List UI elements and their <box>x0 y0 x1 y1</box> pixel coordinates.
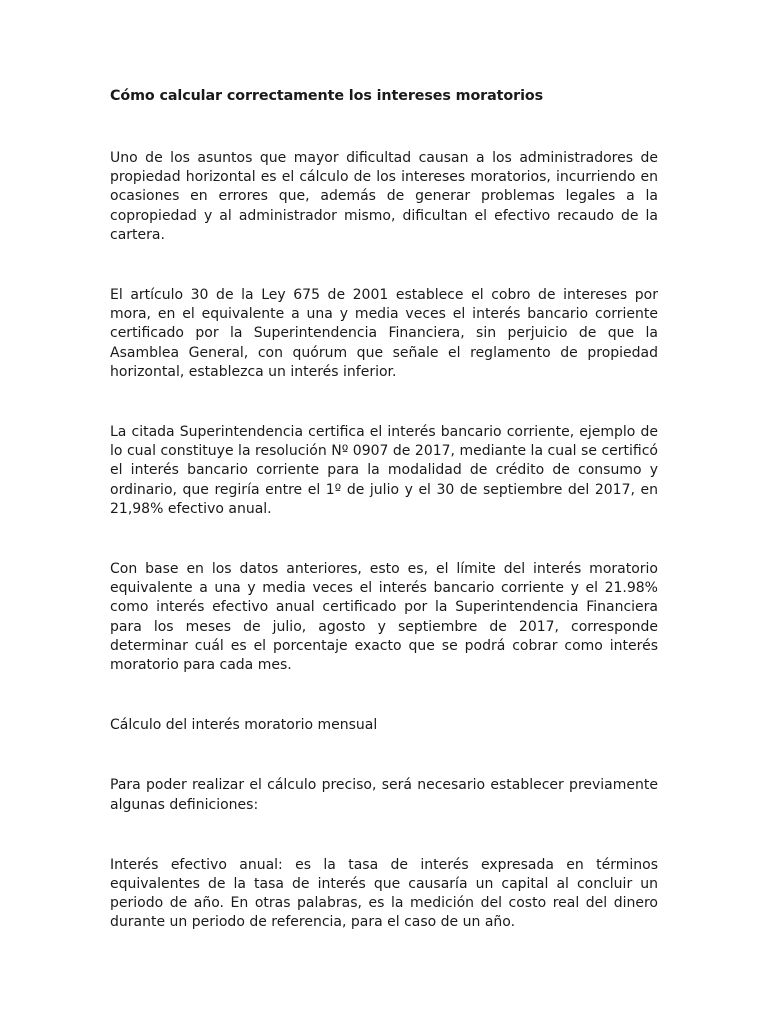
paragraph-superintendencia: La citada Superintendencia certifica el interés bancario corriente, ejemplo de lo cual constituye la resolución Nº 0907 de 2017, mediante la cual se certificó el interés bancario corriente para la modalidad de crédito de consumo y ordinario, que regiría entre el 1º de julio y el 30 de septiembre del 2017, en 21,98% efectivo anual. <box>110 424 658 517</box>
paragraph-effective-annual-interest: Interés efectivo anual: es la tasa de interés expresada en términos equivalentes de la tasa de interés que causaría un capital al concluir un periodo de año. En otras palabras, es la medición del costo real del dinero durante un periodo de referencia, para el caso de un año. <box>110 856 658 931</box>
paragraph-law-article: El artículo 30 de la Ley 675 de 2001 establece el cobro de intereses por mora, en el equivalente a una y media veces el interés bancario corriente certificado por la Superintendencia Financiera, sin perjuicio de que la Asamblea General, con quórum que señale el reglamento de propiedad horizontal, establezca un interés inferior. <box>110 287 658 380</box>
paragraph-definitions-intro: Para poder realizar el cálculo preciso, será necesario establecer previamente algunas definiciones: <box>110 777 658 813</box>
paragraph-data-basis: Con base en los datos anteriores, esto es, el límite del interés moratorio equivalente a una y media veces el interés bancario corriente y el 21.98% como interés efectivo anual certificado por la Superintendencia Financiera para los meses de julio, agosto y septiembre de 2017, corresponde determinar cuál es el porcentaje exacto que se podrá cobrar como interés moratorio para cada mes. <box>110 561 658 674</box>
document-body <box>110 86 658 974</box>
document-title: Cómo calcular correctamente los intereses moratorios <box>110 88 544 104</box>
paragraph-intro: Uno de los asuntos que mayor dificultad causan a los administradores de propiedad horizontal es el cálculo de los intereses moratorios, incurriendo en ocasiones en errores que, además de generar problemas legales a la copropiedad y al administrador mismo, dificultan el efectivo recaudo de la cartera. <box>110 150 658 243</box>
section-heading: Cálculo del interés moratorio mensual <box>110 717 378 734</box>
